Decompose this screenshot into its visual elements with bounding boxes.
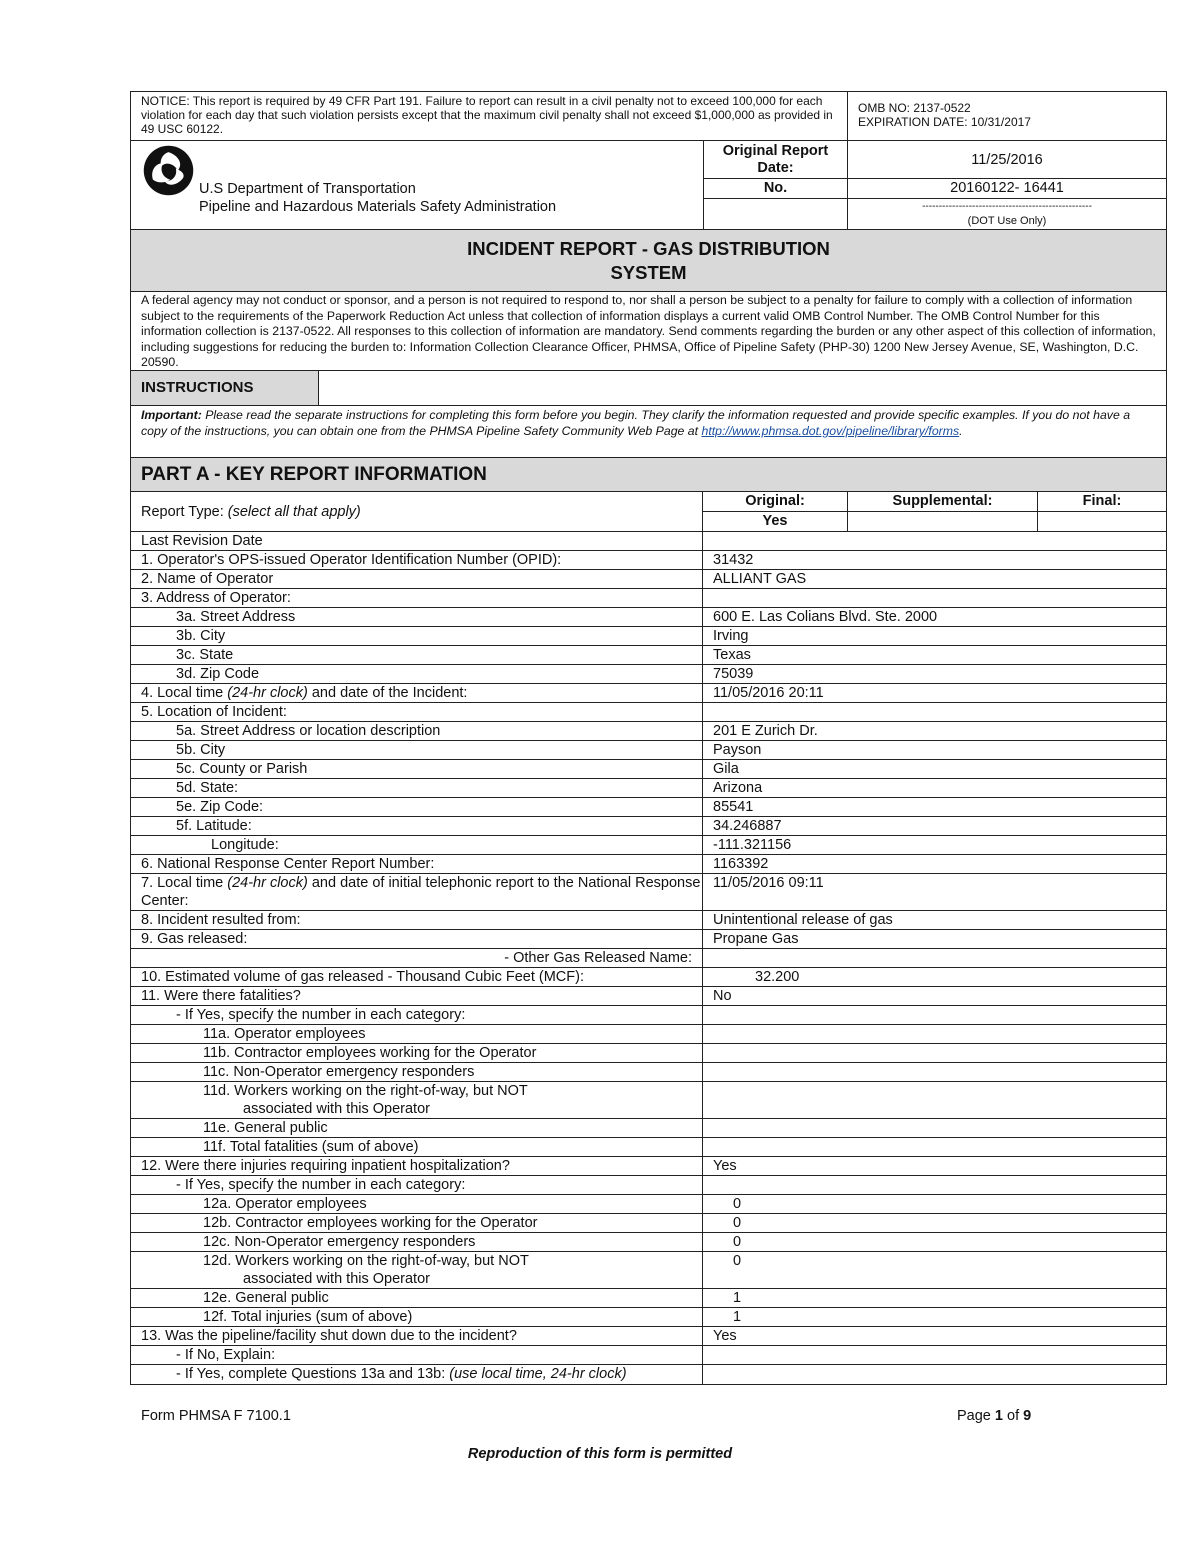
question-value: ALLIANT GAS: [713, 571, 807, 587]
question-row: [131, 779, 1166, 798]
question-label-text: 11d. Workers working on the right-of-way, but NOT: [203, 1083, 528, 1099]
question-label: [131, 1327, 703, 1345]
question-label-text: 5d. State:: [176, 780, 239, 796]
question-label-text: 12d. Workers working on the right-of-way, but NOT: [203, 1253, 529, 1269]
question-label: [131, 608, 703, 626]
question-row: [131, 817, 1166, 836]
omb-info: [848, 92, 1166, 140]
question-label-text: 5. Location of Incident:: [141, 704, 287, 720]
question-value: 1: [733, 1290, 742, 1306]
question-label-text: 12c. Non-Operator emergency responders: [203, 1234, 476, 1250]
question-label: [131, 684, 703, 702]
question-label: [131, 627, 703, 645]
question-row: [131, 1233, 1166, 1252]
question-label-text-2: associated with this Operator: [243, 1101, 430, 1117]
report-type-row: [131, 492, 1166, 532]
question-value: -111.321156: [713, 837, 792, 853]
question-label: [131, 836, 703, 854]
report-date-label: [704, 141, 847, 179]
question-row: [131, 1119, 1166, 1138]
question-label-text: 6. National Response Center Report Number:: [141, 856, 435, 872]
question-label-text: 12e. General public: [203, 1290, 329, 1306]
question-value: 1163392: [713, 856, 769, 872]
report-type-original: [703, 492, 848, 531]
question-label-text: and date of initial telephonic report to the National Response Center:: [141, 875, 701, 909]
question-row: [131, 836, 1166, 855]
question-label-italic: (use local time, 24-hr clock): [449, 1366, 627, 1382]
question-label: [131, 911, 703, 929]
important-row: [131, 406, 1166, 458]
question-value: Yes: [713, 1328, 737, 1344]
incident-report-form: [130, 91, 1167, 1385]
important-label: Important:: [141, 408, 202, 422]
question-row: [131, 855, 1166, 874]
omb-number: OMB NO: 2137-0522: [858, 101, 971, 115]
question-label: [131, 722, 703, 740]
question-value: [703, 1082, 1166, 1118]
important-text: Please read the separate instructions for completing this form before you begin. They clarify the information requested and provide specific examples. If you do not have a copy of the instructions, you can obtain one from the PHMSA Pipeline Safety Community Web Page at: [141, 408, 1131, 438]
question-row: [131, 968, 1166, 987]
instructions-heading: INSTRUCTIONS: [131, 371, 319, 405]
question-value: 1: [733, 1309, 742, 1325]
question-row: [131, 722, 1166, 741]
question-row: [131, 930, 1166, 949]
question-label-text: - If Yes, specify the number in each category:: [176, 1007, 466, 1023]
report-no-value: 20160122- 16441: [848, 179, 1166, 199]
question-value: [703, 1138, 1166, 1156]
question-label-text: 5f. Latitude:: [176, 818, 252, 834]
question-label: [131, 1006, 703, 1024]
question-label: [131, 741, 703, 759]
question-row: [131, 1006, 1166, 1025]
question-value: 0: [733, 1215, 742, 1231]
report-date-value: 11/25/2016: [848, 141, 1166, 179]
question-label-text: 4. Local time: [141, 685, 228, 701]
question-label: [131, 646, 703, 664]
question-label: [131, 1138, 703, 1156]
instructions-link[interactable]: http://www.phmsa.dot.gov/pipeline/library/forms: [701, 424, 960, 438]
question-row: [131, 665, 1166, 684]
question-row: [131, 1195, 1166, 1214]
question-label: [131, 1365, 703, 1384]
question-value: 85541: [713, 799, 754, 815]
question-label-text-2: associated with this Operator: [243, 1271, 430, 1287]
notice-row: [131, 92, 1166, 141]
question-value: 0: [733, 1234, 742, 1250]
report-date-label-2: Date:: [757, 160, 794, 176]
question-label: [131, 1176, 703, 1194]
question-row: [131, 608, 1166, 627]
question-value: 34.246887: [713, 818, 782, 834]
question-row: [131, 570, 1166, 589]
question-row: [131, 741, 1166, 760]
page-label: Page: [957, 1408, 995, 1424]
question-row: [131, 911, 1166, 930]
question-row: [131, 987, 1166, 1006]
question-label-text: - If Yes, specify the number in each category:: [176, 1177, 466, 1193]
question-label: [131, 1233, 703, 1251]
question-label-text: 5a. Street Address or location description: [176, 723, 441, 739]
report-date-label-1: Original Report: [722, 143, 829, 159]
question-value: [703, 589, 1166, 607]
question-row: [131, 532, 1166, 551]
dot-dashes: ---------------------------------------------------: [922, 201, 1092, 212]
question-value: 11/05/2016 09:11: [713, 875, 824, 891]
question-row: [131, 684, 1166, 703]
question-label-text: 3d. Zip Code: [176, 666, 260, 682]
question-label-text: 9. Gas released:: [141, 931, 248, 947]
question-label-text: 5b. City: [176, 742, 226, 758]
question-label-text: 11a. Operator employees: [203, 1026, 366, 1042]
instructions-blank: [319, 371, 1166, 405]
question-label: [131, 1157, 703, 1175]
instructions-heading-row: [131, 371, 1166, 406]
question-label: [131, 874, 703, 910]
question-value: 75039: [713, 666, 754, 682]
question-label: [131, 798, 703, 816]
header-row: [131, 141, 1166, 230]
question-value: Propane Gas: [713, 931, 799, 947]
page-number: [957, 1408, 1031, 1424]
question-row: [131, 627, 1166, 646]
question-row: [131, 1327, 1166, 1346]
question-label: [131, 1252, 703, 1288]
question-label-text: 3b. City: [176, 628, 226, 644]
question-value: [703, 949, 1166, 967]
question-value: 11/05/2016 20:11: [713, 685, 824, 701]
question-label: [131, 1119, 703, 1137]
question-row: [131, 1289, 1166, 1308]
question-label-text: Longitude:: [211, 837, 279, 853]
omb-expiration: EXPIRATION DATE: 10/31/2017: [858, 115, 1031, 129]
question-row: [131, 1214, 1166, 1233]
question-row: [131, 1063, 1166, 1082]
agency-name: [199, 180, 416, 198]
question-row: [131, 1044, 1166, 1063]
question-value: [703, 1044, 1166, 1062]
question-value: [703, 532, 1166, 550]
question-value: Yes: [713, 1158, 737, 1174]
question-label-text: 7. Local time: [141, 875, 228, 891]
agency-line1: U.S Department of Transportation: [199, 181, 416, 197]
question-label-text: 12. Were there injuries requiring inpatient hospitalization?: [141, 1158, 510, 1174]
question-label: [131, 665, 703, 683]
page-current: 1: [994, 1408, 1003, 1424]
question-row: [131, 646, 1166, 665]
question-label-text: - If Yes, complete Questions 13a and 13b:: [176, 1366, 450, 1382]
question-row: [131, 798, 1166, 817]
question-label-text: 8. Incident resulted from:: [141, 912, 301, 928]
question-label: [131, 551, 703, 569]
question-label-text: and date of the Incident:: [307, 685, 468, 701]
question-label-text: 11b. Contractor employees working for the Operator: [203, 1045, 537, 1061]
dot-use-label: (DOT Use Only): [967, 215, 1047, 227]
question-label: [131, 817, 703, 835]
link-period: .: [959, 424, 963, 438]
question-label: [131, 949, 703, 967]
report-values: [848, 141, 1166, 229]
question-label-text: 3a. Street Address: [176, 609, 296, 625]
question-label-text: 5e. Zip Code:: [176, 799, 264, 815]
question-label-text: 5c. County or Parish: [176, 761, 308, 777]
question-value: Irving: [713, 628, 749, 644]
question-rows: [131, 532, 1166, 1384]
question-value: 31432: [713, 552, 754, 568]
form-title: [467, 237, 830, 285]
question-row: [131, 1025, 1166, 1044]
question-label: [131, 1025, 703, 1043]
question-label-text: Last Revision Date: [141, 533, 263, 549]
question-row: [131, 760, 1166, 779]
question-label-text: 13. Was the pipeline/facility shut down due to the incident?: [141, 1328, 517, 1344]
question-value: 32.200: [755, 969, 800, 985]
question-label-text: 3c. State: [176, 647, 234, 663]
question-value: [703, 1006, 1166, 1024]
question-row: [131, 1365, 1166, 1384]
important-text-block: [131, 406, 1166, 457]
question-value: 0: [733, 1196, 742, 1212]
report-type-supplemental: [848, 492, 1038, 531]
question-value: Texas: [713, 647, 751, 663]
form-title-line2: SYSTEM: [610, 261, 687, 283]
original-value: Yes: [762, 513, 788, 529]
title-row: [131, 230, 1166, 292]
question-label-text: 12a. Operator employees: [203, 1196, 367, 1212]
question-row: [131, 1082, 1166, 1119]
question-value: 600 E. Las Colians Blvd. Ste. 2000: [713, 609, 938, 625]
question-label: [131, 1214, 703, 1232]
question-label-text: 2. Name of Operator: [141, 571, 274, 587]
question-row: [131, 1346, 1166, 1365]
original-label: Original:: [703, 492, 847, 512]
question-row: [131, 589, 1166, 608]
report-type-final: [1038, 492, 1166, 531]
question-value: 0: [733, 1253, 742, 1269]
question-value: [703, 1063, 1166, 1081]
question-row: [131, 1138, 1166, 1157]
question-label: [131, 1082, 703, 1118]
question-label-italic: (24-hr clock): [227, 875, 308, 891]
question-label: [131, 968, 703, 986]
question-label: [131, 987, 703, 1005]
question-label-text: 12f. Total injuries (sum of above): [203, 1309, 413, 1325]
question-label: [131, 1308, 703, 1326]
supplemental-value: [848, 512, 1037, 531]
part-a-heading: PART A - KEY REPORT INFORMATION: [141, 464, 487, 485]
dot-logo-icon: [141, 143, 196, 198]
question-value: Gila: [713, 761, 739, 777]
question-label-text: 3. Address of Operator:: [141, 590, 291, 606]
question-row: [131, 551, 1166, 570]
final-value: [1038, 512, 1166, 531]
report-type-label-text: Report Type:: [141, 504, 228, 520]
final-label: Final:: [1038, 492, 1166, 512]
question-label: [131, 1044, 703, 1062]
report-type-label-italic: (select all that apply): [227, 504, 361, 520]
question-label-text: - Other Gas Released Name:: [504, 950, 692, 966]
question-label: [131, 1195, 703, 1213]
notice-text: NOTICE: This report is required by 49 CFR Part 191. Failure to report can result in a civil penalty not to exceed 100,000 for each violation for each day that such violation persists except that the maximum civil penalty shall not exceed $1,000,000 as provided in 49 USC 60122.: [131, 92, 848, 140]
report-labels: [704, 141, 848, 229]
question-value: 201 E Zurich Dr.: [713, 723, 818, 739]
report-type-label: [131, 492, 703, 531]
question-value: Unintentional release of gas: [713, 912, 893, 928]
supplemental-label: Supplemental:: [848, 492, 1037, 512]
form-id: Form PHMSA F 7100.1: [141, 1408, 291, 1424]
question-label: [131, 1346, 703, 1364]
question-label-italic: (24-hr clock): [227, 685, 308, 701]
report-no-label: No.: [704, 179, 847, 199]
question-row: [131, 1308, 1166, 1327]
question-label: [131, 703, 703, 721]
question-row: [131, 1176, 1166, 1195]
question-label: [131, 779, 703, 797]
reproduction-note: Reproduction of this form is permitted: [467, 1446, 733, 1462]
question-row: [131, 703, 1166, 722]
page-total: 9: [1023, 1408, 1032, 1424]
question-value: Payson: [713, 742, 762, 758]
question-label: [131, 1063, 703, 1081]
question-row: [131, 949, 1166, 968]
dot-use-block: [848, 199, 1166, 229]
question-label: [131, 1289, 703, 1307]
question-label: [131, 589, 703, 607]
question-label-text: 11c. Non-Operator emergency responders: [203, 1064, 475, 1080]
question-value: [703, 703, 1166, 721]
paperwork-text: A federal agency may not conduct or sponsor, and a person is not required to respond to, nor shall a person be subject to a penalty for failure to comply with a collection of information subject to the requirements of the Paperwork Reduction Act unless that collection of information displays a current valid OMB Control Number. The OMB Control Number for this information collection is 2137-0522. All responses to this collection of information are mandatory. Send comments regarding the burden or any other aspect of this collection of information, including suggestions for reducing the burden to: Information Collection Clearance Officer, PHMSA, Office of Pipeline Safety (PHP-30) 1200 New Jersey Avenue, SE, Washington, D.C. 20590.: [141, 293, 1156, 369]
question-row: [131, 1157, 1166, 1176]
question-label-text: 10. Estimated volume of gas released - Thousand Cubic Feet (MCF):: [141, 969, 584, 985]
page-of: of: [1002, 1408, 1024, 1424]
part-a-row: [131, 458, 1166, 492]
question-label: [131, 570, 703, 588]
question-label-text: - If No, Explain:: [176, 1347, 276, 1363]
question-label: [131, 532, 703, 550]
question-label-text: 11f. Total fatalities (sum of above): [203, 1139, 419, 1155]
question-label: [131, 930, 703, 948]
question-value: No: [713, 988, 732, 1004]
question-value: Arizona: [713, 780, 763, 796]
question-label-text: 1. Operator's OPS-issued Operator Identification Number (OPID):: [141, 552, 562, 568]
question-value: [703, 1025, 1166, 1043]
question-label-text: 11e. General public: [203, 1120, 328, 1136]
paperwork-row: [131, 292, 1166, 371]
question-value: [703, 1119, 1166, 1137]
question-label-text: 11. Were there fatalities?: [141, 988, 301, 1004]
form-title-line1: INCIDENT REPORT - GAS DISTRIBUTION: [467, 237, 830, 259]
question-row: [131, 874, 1166, 911]
agency-line2: Pipeline and Hazardous Materials Safety Administration: [199, 199, 557, 215]
question-label: [131, 760, 703, 778]
agency-block: [131, 141, 704, 229]
report-blank-cell: [704, 199, 847, 229]
question-label: [131, 855, 703, 873]
question-value: [703, 1365, 1166, 1384]
question-row: [131, 1252, 1166, 1289]
question-label-text: 12b. Contractor employees working for the Operator: [203, 1215, 538, 1231]
question-value: [703, 1346, 1166, 1364]
question-value: [703, 1176, 1166, 1194]
